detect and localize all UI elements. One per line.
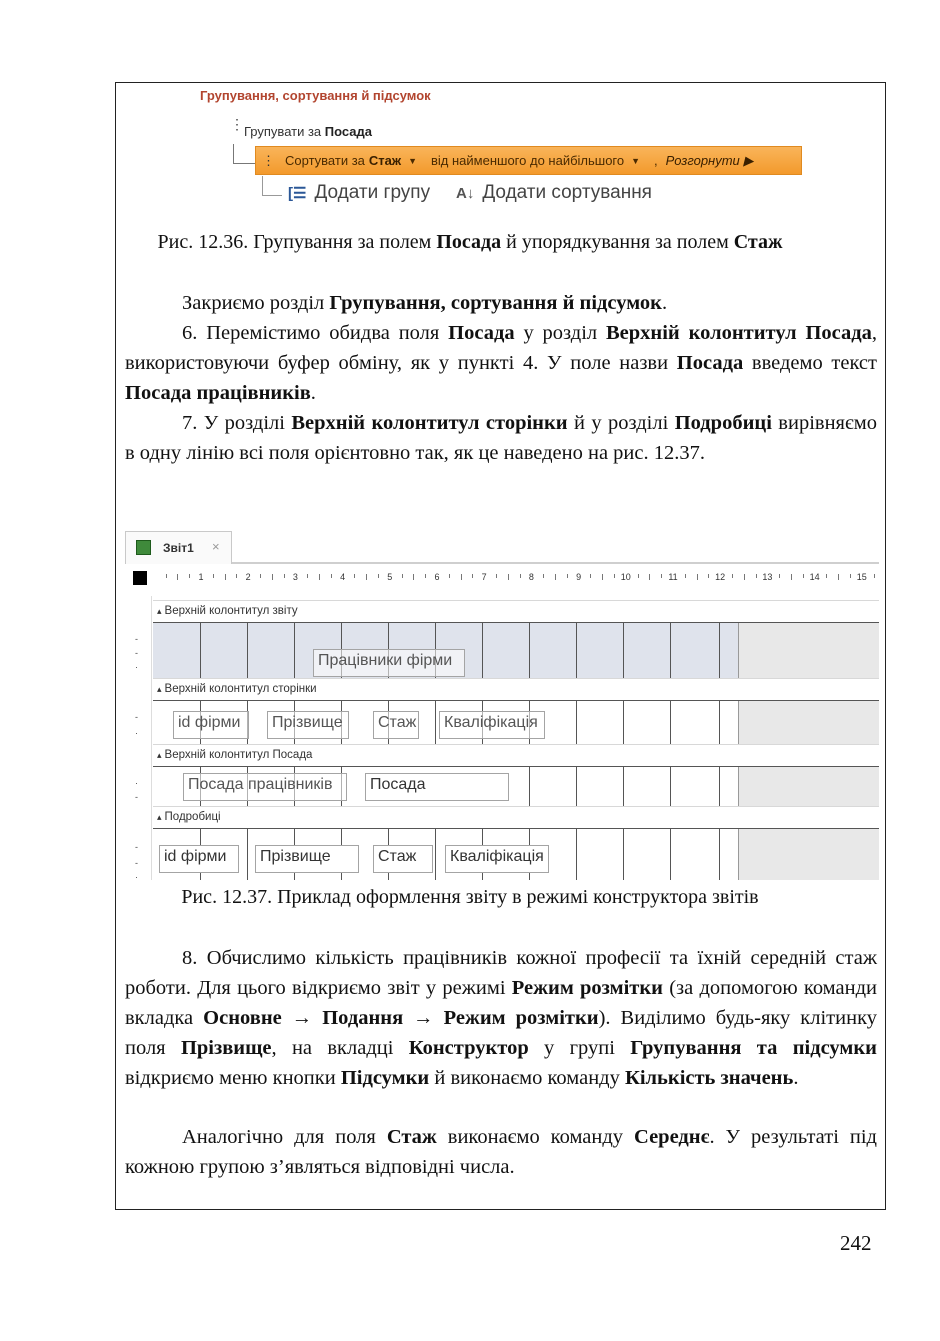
ruler-number: 1 (198, 572, 204, 582)
ruler-tick (838, 574, 839, 580)
ruler-tick (461, 574, 462, 580)
ruler-tick (649, 574, 650, 580)
group-by-prefix: Групувати за (244, 124, 322, 139)
tree-connector (262, 176, 263, 196)
figure-caption-12-37: Рис. 12.37. Приклад оформлення звіту в режимі конструктора звітів (181, 886, 759, 908)
figure-caption-12-36: Рис. 12.36. Групування за полем Посада й упорядкування за полем Стаж (157, 231, 783, 253)
ruler-tick (708, 574, 709, 578)
tree-connector (262, 195, 282, 196)
group-header-body[interactable] (153, 766, 879, 806)
ruler-tick (590, 574, 591, 578)
ruler-tick (260, 574, 261, 578)
ruler-tick (602, 574, 603, 580)
page-header-label[interactable]: Стаж (373, 711, 419, 739)
ruler-tick (791, 574, 792, 580)
ruler-tick (732, 574, 733, 578)
ruler-number: 8 (528, 572, 534, 582)
ruler-number: 11 (668, 572, 678, 582)
tree-dots-icon: ⋮ (230, 116, 244, 132)
ruler-tick (166, 574, 167, 578)
section-label: ▴ Верхній колонтитул сторінки (157, 683, 317, 695)
ruler-tick (567, 574, 568, 578)
group-title-label[interactable]: Посада працівників (183, 773, 347, 801)
ruler-tick (284, 574, 285, 578)
paragraph: Закриємо розділ Групування, сортування й підсумок. (182, 292, 668, 314)
report-title-label[interactable]: Працівники фірми (313, 649, 465, 677)
ruler-tick (555, 574, 556, 580)
ruler-tick (638, 574, 639, 578)
ruler-number: 15 (856, 572, 867, 582)
ruler-tick (449, 574, 450, 578)
ruler-number: 2 (245, 572, 251, 582)
detail-textbox[interactable]: id фірми (159, 845, 239, 873)
sort-by-row[interactable] (255, 146, 802, 175)
ruler-tick (756, 574, 757, 578)
ruler-tick (520, 574, 521, 578)
ruler-tick (543, 574, 544, 578)
report-icon (136, 540, 151, 555)
group-sort-pane-title: Групування, сортування й підсумок (200, 88, 431, 103)
ruler-tick (272, 574, 273, 580)
group-field-textbox[interactable]: Посада (365, 773, 509, 801)
detail-textbox[interactable]: Стаж (373, 845, 433, 873)
ruler-number: 14 (809, 572, 820, 582)
ruler-tick (472, 574, 473, 578)
paragraph: 8. Обчислимо кількість працівників кожної професії та їхній середній стаж роботи. Для цього відкриємо звіт у режимі Режим розмітки (за допомогою команди вкладка Основне → Подання → Режим розмітки). Виділимо будь-яку клітинку поля Прізвище, на вкладці Конструктор у групі Групування та підсумки відкриємо меню кнопки Підсумки й виконаємо команду Кількість значень. (125, 947, 877, 1089)
ruler-tick (508, 574, 509, 580)
ruler-tick (366, 574, 367, 580)
separator: , (654, 153, 658, 168)
ruler-tick (744, 574, 745, 580)
ruler-tick (354, 574, 355, 578)
ruler-number: 12 (715, 572, 726, 582)
ruler-tick (803, 574, 804, 578)
add-group-label: Додати групу (314, 182, 431, 203)
ruler-tick (378, 574, 379, 578)
page-header-label[interactable]: Кваліфікація (439, 711, 545, 739)
ruler-number: 9 (576, 572, 582, 582)
group-by-field: Посада (324, 124, 372, 139)
add-group-icon: [☰ (288, 185, 307, 202)
sort-az-icon: A↓ (456, 184, 475, 202)
add-sort-label: Додати сортування (482, 182, 652, 203)
expand-link[interactable]: Розгорнути ▶ (665, 152, 754, 168)
ruler-tick (425, 574, 426, 578)
page-header-label[interactable]: id фірми (173, 711, 249, 739)
ruler-scale (155, 572, 879, 588)
detail-textbox[interactable]: Прізвище (255, 845, 359, 873)
select-report-button[interactable] (133, 571, 147, 585)
tree-connector (233, 144, 234, 164)
drag-handle-icon[interactable]: ⋮ (262, 152, 275, 168)
detail-body[interactable] (153, 828, 879, 880)
ruler-number: 6 (434, 572, 440, 582)
chevron-down-icon[interactable]: ▼ (631, 155, 641, 166)
ruler-tick (496, 574, 497, 578)
report-header-body[interactable] (153, 622, 879, 678)
ruler-tick (307, 574, 308, 578)
ruler-tick (779, 574, 780, 578)
group-by-row[interactable] (244, 124, 372, 139)
ruler-tick (661, 574, 662, 578)
horizontal-ruler (125, 566, 879, 594)
tab-label: Звіт1 (163, 541, 194, 555)
section-report-header[interactable] (153, 600, 879, 622)
section-page-header[interactable] (153, 678, 879, 700)
ruler-tick (850, 574, 851, 578)
ruler-number: 13 (762, 572, 773, 582)
sort-order-dropdown[interactable]: від найменшого до найбільшого (431, 153, 625, 168)
add-group-button[interactable] (288, 182, 430, 204)
ruler-number: 4 (340, 572, 346, 582)
ruler-tick (177, 574, 178, 580)
tab-report1[interactable] (125, 531, 232, 564)
ruler-number: 5 (387, 572, 393, 582)
tree-connector (233, 163, 255, 164)
ruler-tick (402, 574, 403, 578)
page-number: 242 (840, 1231, 872, 1255)
ruler-tick (413, 574, 414, 580)
section-label: ▴ Верхній колонтитул Посада (157, 749, 312, 761)
paragraph: 7. У розділі Верхній колонтитул сторінки й у розділі Подробиці вирівняємо в одну лінію всі поля орієнтовно так, як це наведено на рис. 12.37. (125, 412, 878, 464)
ruler-tick (189, 574, 190, 578)
ruler-tick (213, 574, 214, 578)
report-designer (125, 528, 879, 880)
detail-textbox[interactable]: Кваліфікація (445, 845, 549, 873)
ruler-number: 7 (481, 572, 487, 582)
document-tab-bar (125, 528, 879, 564)
paragraph: Аналогічно для поля Стаж виконаємо команду Середнє. У результаті під кожною групою з’являться відповідні числа. (125, 1126, 877, 1178)
close-icon[interactable]: × (212, 539, 220, 554)
ruler-tick (874, 574, 875, 578)
ruler-tick (685, 574, 686, 578)
add-sort-button[interactable] (456, 182, 652, 204)
ruler-tick (826, 574, 827, 578)
ruler-tick (319, 574, 320, 580)
ruler-tick (225, 574, 226, 580)
ruler-number: 3 (292, 572, 298, 582)
ruler-number: 10 (620, 572, 631, 582)
sort-prefix: Сортувати за (285, 153, 365, 168)
section-detail[interactable] (153, 806, 879, 828)
ruler-tick (614, 574, 615, 578)
page-header-body[interactable] (153, 700, 879, 744)
page-header-label[interactable]: Прізвище (267, 711, 349, 739)
ruler-tick (331, 574, 332, 578)
vertical-ruler: - - · - · · - - - · (127, 596, 152, 880)
ruler-tick (697, 574, 698, 580)
paragraph: 6. Перемістимо обидва поля Посада у розділ Верхній колонтитул Посада, використовуючи буфер обміну, як у пункті 4. У поле назви Посада введемо текст Посада працівників. (125, 322, 877, 404)
section-group-header[interactable] (153, 744, 879, 766)
sort-field-dropdown[interactable]: Стаж (368, 153, 402, 168)
chevron-down-icon[interactable]: ▼ (408, 155, 418, 166)
ruler-tick (236, 574, 237, 578)
section-label: ▴ Верхній колонтитул звіту (157, 605, 298, 617)
section-label: ▴ Подробиці (157, 811, 221, 823)
